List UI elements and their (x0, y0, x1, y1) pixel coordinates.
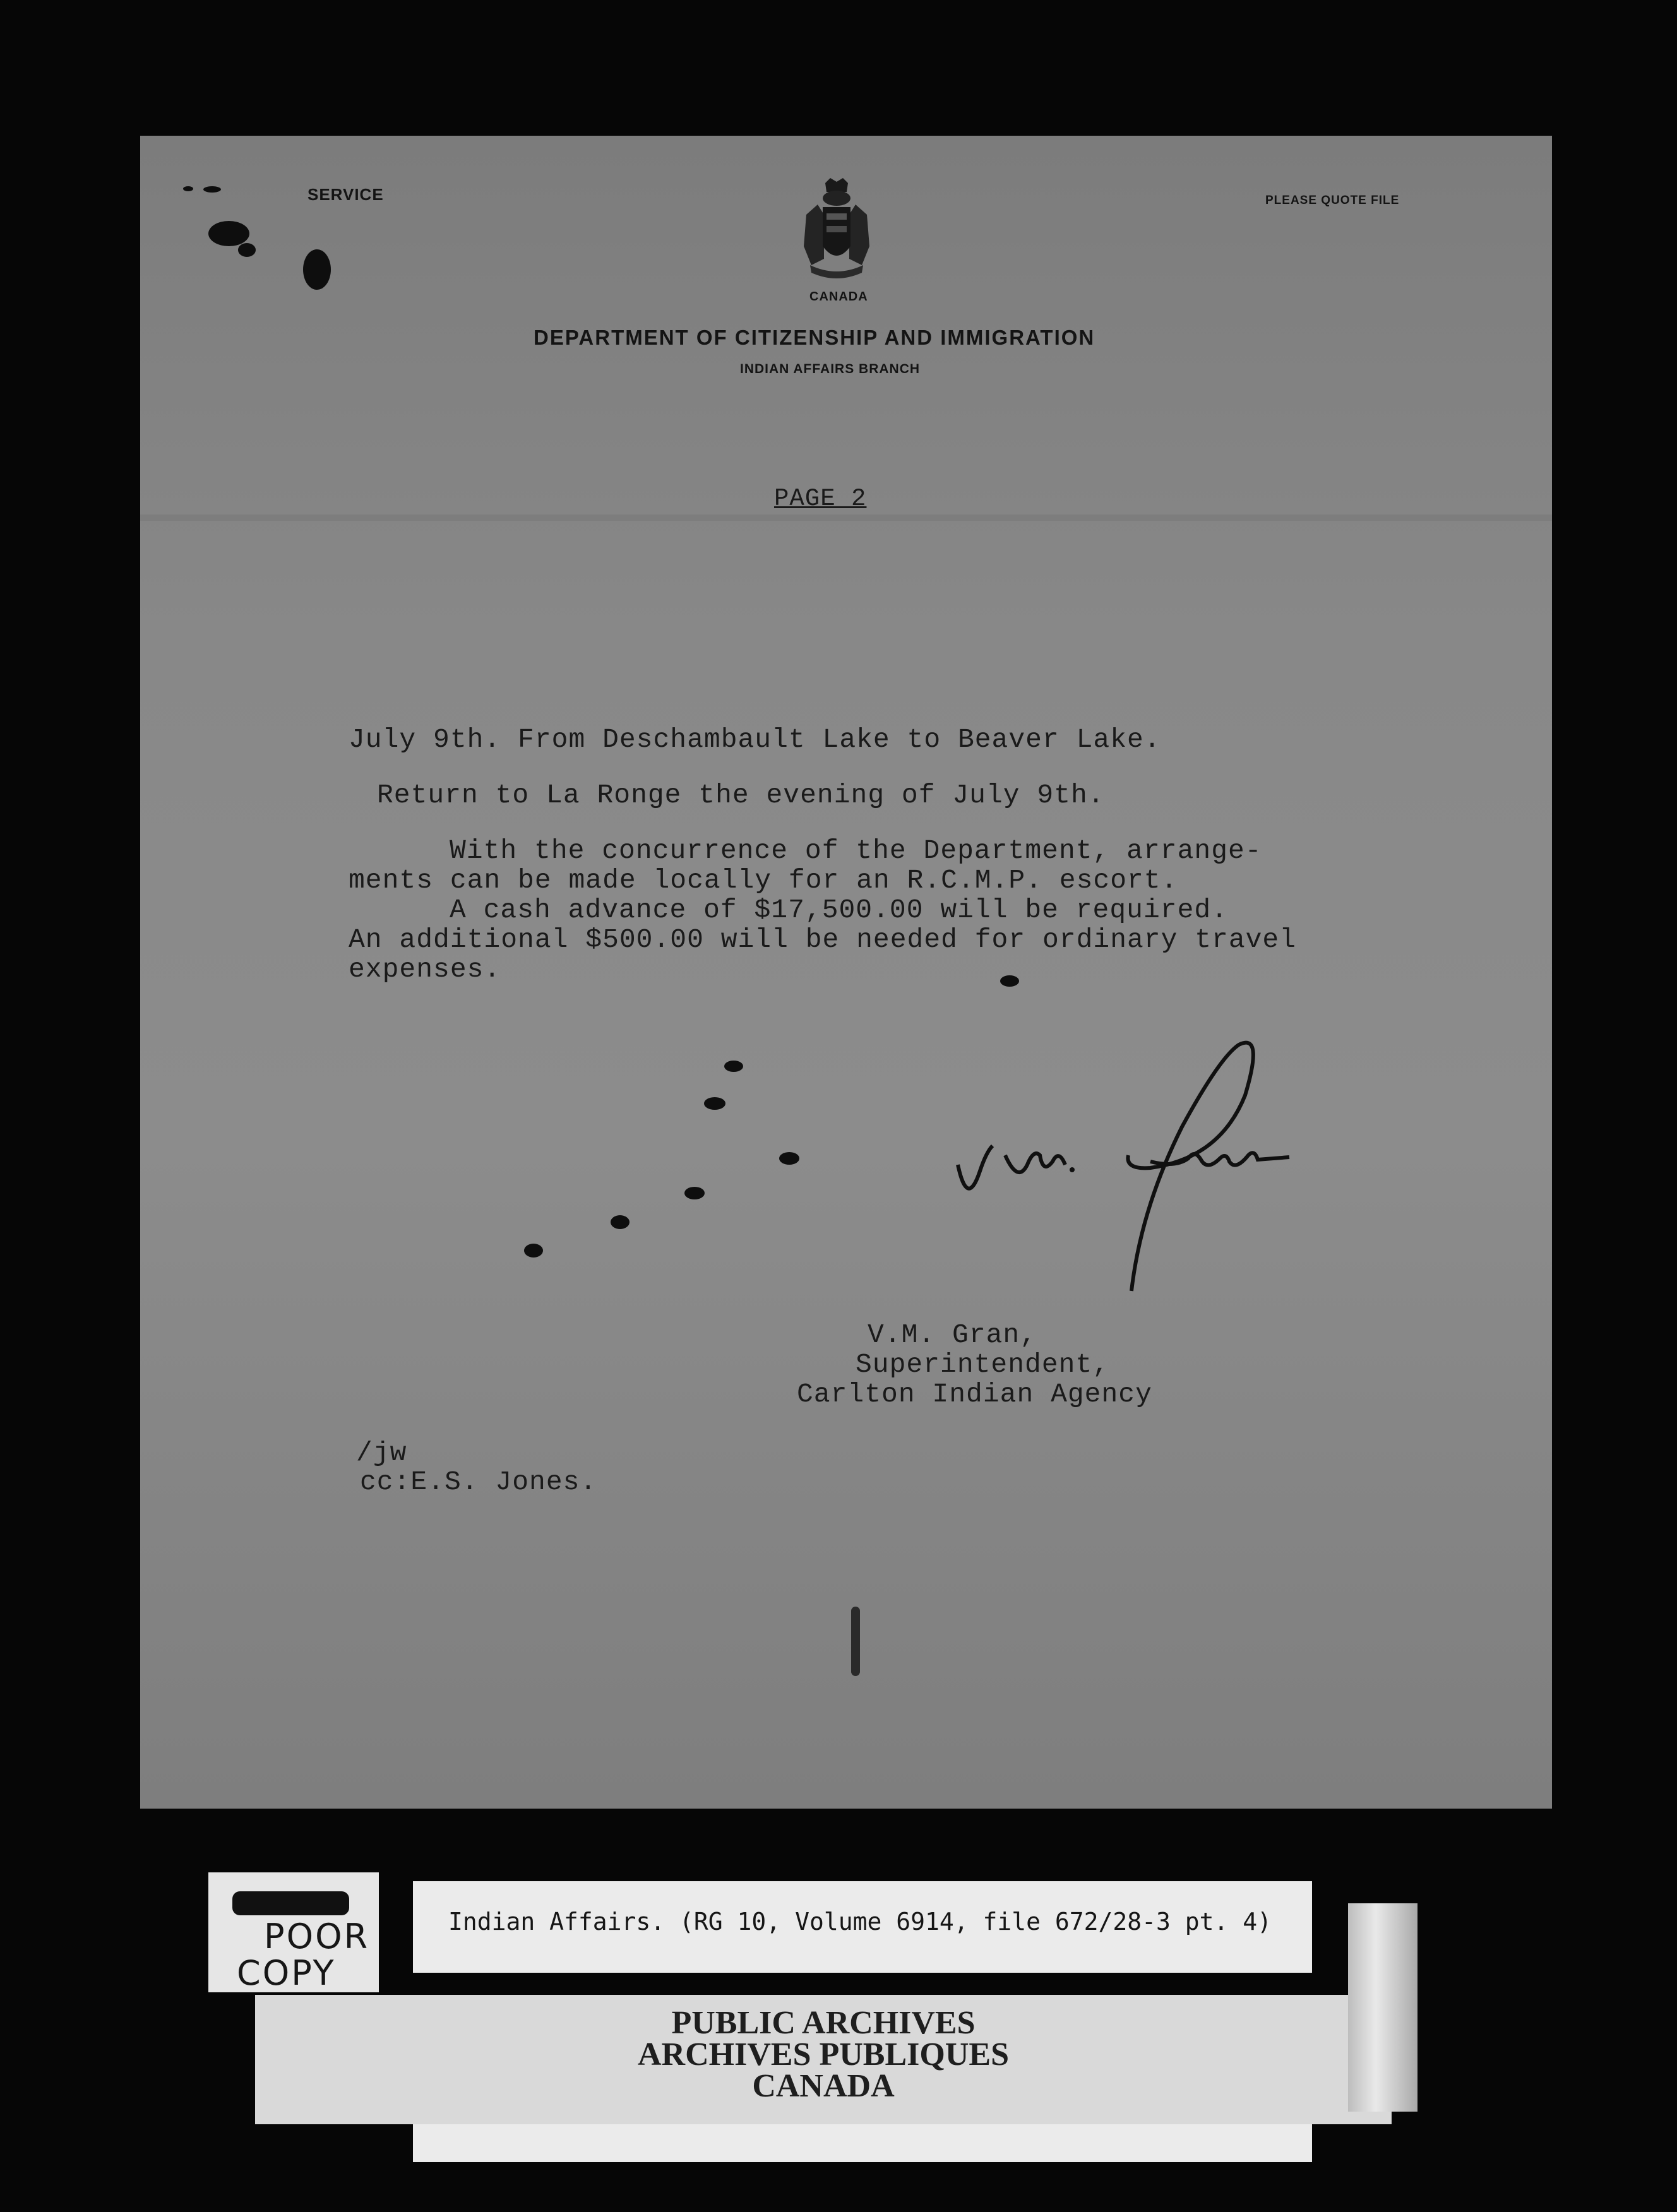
poor-copy-tag (208, 1872, 379, 1992)
carbon-copy: cc:E.S. Jones. (360, 1466, 597, 1497)
ink-blot (203, 186, 221, 193)
ink-blot (208, 221, 249, 246)
handwritten-signature (910, 1020, 1352, 1297)
service-label: SERVICE (307, 185, 384, 204)
ink-blot (1000, 975, 1019, 987)
ink-blot (611, 1215, 630, 1229)
signatory-title: Superintendent, (856, 1349, 1110, 1380)
body-para2-line1: A cash advance of $17,500.00 will be required. (450, 895, 1228, 925)
body-para1-line1: With the concurrence of the Department, arrange- (450, 835, 1262, 866)
archives-stamp-area (255, 1995, 1392, 2124)
stamp-line-1: PUBLIC ARCHIVES (671, 2005, 976, 2041)
page-number: PAGE 2 (774, 485, 867, 513)
body-para1-line2: ments can be made locally for an R.C.M.P. escort. (349, 865, 1178, 896)
ink-blot (704, 1097, 725, 1110)
department-title: DEPARTMENT OF CITIZENSHIP AND IMMIGRATION (534, 326, 1095, 349)
poor-note: POOR (264, 1917, 370, 1956)
body-para2-line2: An additional $500.00 will be needed for ordinary travel (349, 924, 1297, 955)
body-line-2: Return to La Ronge the evening of July 9th. (377, 780, 1105, 811)
branch-title: INDIAN AFFAIRS BRANCH (740, 362, 921, 376)
ink-blot (851, 1607, 860, 1676)
stamp-line-3: CANADA (752, 2068, 895, 2104)
letter-page (140, 136, 1552, 1809)
ink-blot (183, 186, 193, 191)
redaction-mark (232, 1891, 349, 1915)
country-label: CANADA (809, 290, 868, 304)
quote-file-label: PLEASE QUOTE FILE (1265, 194, 1400, 207)
ink-blot (724, 1061, 743, 1072)
body-line-1: July 9th. From Deschambault Lake to Beaver Lake. (349, 724, 1161, 755)
ink-blot (779, 1152, 799, 1165)
ink-blot (238, 243, 256, 257)
curled-label-edge (1348, 1903, 1417, 2112)
ink-blot (684, 1187, 705, 1199)
archive-reference: Indian Affairs. (RG 10, Volume 6914, file 672/28-3 pt. 4) (448, 1908, 1272, 1936)
copy-note: COPY (237, 1953, 336, 1993)
ink-blot (303, 249, 331, 290)
canada-coat-of-arms-icon (799, 177, 874, 297)
archive-reference-label (413, 1881, 1312, 1973)
ink-blot (524, 1244, 543, 1258)
signatory-agency: Carlton Indian Agency (797, 1379, 1152, 1410)
bottom-label-strip (413, 2124, 1312, 2162)
body-para2-line3: expenses. (349, 954, 501, 985)
signatory-name: V.M. Gran, (868, 1319, 1037, 1350)
typist-initials: /jw (356, 1437, 407, 1468)
stamp-line-2: ARCHIVES PUBLIQUES (637, 2037, 1010, 2072)
